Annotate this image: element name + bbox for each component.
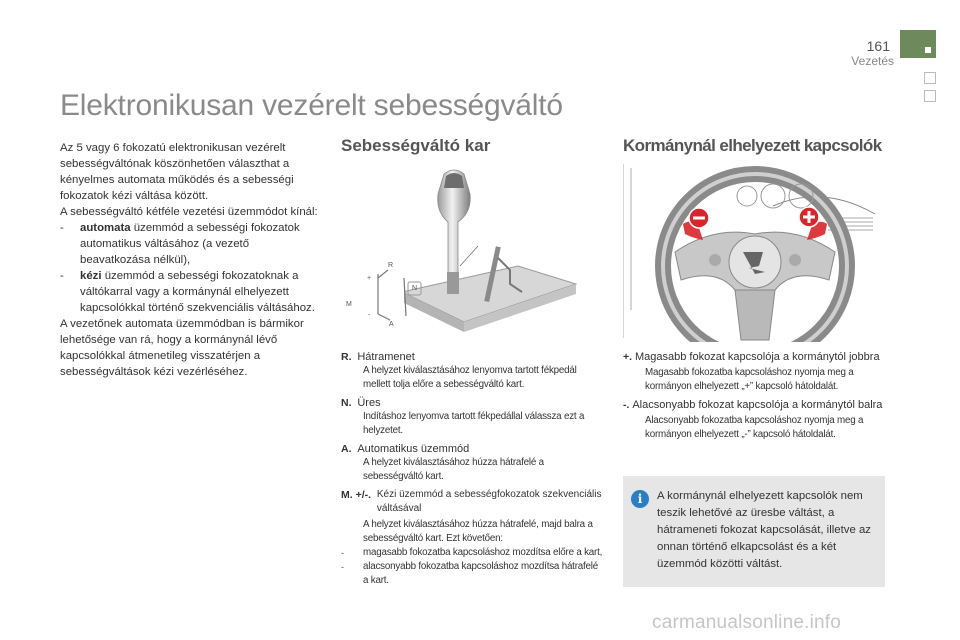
bullet-icon xyxy=(341,456,363,484)
gear-item-detail xyxy=(341,518,603,546)
gear-item-detail-text: A helyzet kiválasztásához lenyomva tartott fékpedál mellett tolja előre a sebességváltó kart. xyxy=(363,365,577,390)
paddle-shifters-list xyxy=(623,350,885,442)
list-dash: - xyxy=(341,548,344,558)
gear-label-minus: - xyxy=(368,312,371,319)
gear-item-detail xyxy=(341,456,603,484)
gear-dash-text: magasabb fokozatba kapcsoláshoz mozdítsa előre a kart, xyxy=(363,547,603,558)
info-icon: i xyxy=(631,490,649,508)
watermark: carmanualsonline.info xyxy=(652,612,842,633)
gear-item-label: Üres xyxy=(357,397,381,409)
gear-item-r xyxy=(341,350,603,364)
page-number: 161 xyxy=(866,38,890,54)
gear-item-n xyxy=(341,396,603,410)
paddle-item-detail xyxy=(623,366,885,394)
term-manual: kézi xyxy=(80,270,102,282)
intro-paragraph: A vezetőnek automata üzemmódban is bármikor lehetősége van rá, hogy a kormánynál lévő kapcsolókkal átmenetileg visszatérjen a sebességváltások kézi vezérléséhez. xyxy=(60,318,304,378)
bullet-icon xyxy=(623,366,645,394)
gear-key: M. +/-. xyxy=(341,489,372,501)
list-dash: - xyxy=(341,562,344,572)
paddle-shifters-heading: Kormánynál elhelyezett kapcsolók xyxy=(623,136,882,155)
gear-key: A. xyxy=(341,443,352,455)
gear-label-a: A xyxy=(389,321,394,328)
gear-item-detail-text: Indításhoz lenyomva tartott fékpedállal válassza ezt a helyzetet. xyxy=(363,411,585,436)
bullet-icon xyxy=(341,364,363,392)
bullet-icon xyxy=(341,518,363,546)
paddle-item-detail xyxy=(623,414,885,442)
gear-label-n: N xyxy=(412,285,418,292)
intro-paragraph: A sebességváltó kétféle vezetési üzemmódot kínál: xyxy=(60,206,318,218)
intro-text xyxy=(60,140,322,380)
paddle-item-detail-text: Alacsonyabb fokozatba kapcsoláshoz nyomja meg a kormányon elhelyezett „-” kapcsoló hátoldalát. xyxy=(645,415,864,440)
gear-item-label: Hátramenet xyxy=(357,351,415,363)
bullet-icon xyxy=(623,414,645,442)
gear-item-m xyxy=(341,488,603,516)
chapter-tab xyxy=(924,90,936,102)
chapter-title: Vezetés xyxy=(851,54,894,68)
paddle-item-detail-text: Magasabb fokozatba kapcsoláshoz nyomja meg a kormányon elhelyezett „+” kapcsoló hátoldalát. xyxy=(645,367,854,392)
bullet-icon xyxy=(341,410,363,438)
info-note-text: A kormánynál elhelyezett kapcsolók nem teszik lehetővé az üresbe váltást, a hátrameneti fokozat kapcsolását, illetve az onnan történő elkapcsolást és a két üzemmód közötti váltást. xyxy=(657,490,872,570)
list-dash: - xyxy=(60,222,64,234)
page-title: Elektronikusan vezérelt sebességváltó xyxy=(60,89,563,122)
gear-dash-item xyxy=(341,560,603,588)
list-item xyxy=(60,220,322,268)
paddle-item-label: Alacsonyabb fokozat kapcsolója a kormánytól balra xyxy=(632,399,883,411)
gear-dash-text: alacsonyabb fokozatba kapcsoláshoz mozdítsa hátrafelé a kart. xyxy=(363,561,599,586)
gear-item-detail-text: A helyzet kiválasztásához húzza hátrafelé, majd balra a sebességváltó kart. Ezt követően: xyxy=(363,519,593,544)
paddle-key: +. xyxy=(623,351,633,363)
gear-positions-list xyxy=(341,350,603,588)
paddle-item-minus xyxy=(623,398,885,412)
gear-key: R. xyxy=(341,351,352,363)
paddle-key: -. xyxy=(623,399,630,411)
gear-item-detail-text: A helyzet kiválasztásához húzza hátrafelé a sebességváltó kart. xyxy=(363,457,544,482)
gear-key: N. xyxy=(341,397,352,409)
gear-item-detail xyxy=(341,410,603,438)
gear-lever-illustration xyxy=(340,166,600,340)
gear-item-a xyxy=(341,442,603,456)
list-item xyxy=(60,268,322,316)
intro-paragraph: Az 5 vagy 6 fokozatú elektronikusan vezérelt sebességváltónak köszönhetően választhat a kényelmes automata működés és a sebességi fokozatok kézi váltása között. xyxy=(60,142,294,202)
gear-lever-heading: Sebességváltó kar xyxy=(341,136,491,155)
list-item-text: üzemmód a sebességi fokozatoknak a váltókarral vagy a kormánynál elhelyezett kapcsolókkal történő szekvenciális váltásához. xyxy=(80,270,315,314)
chapter-tab xyxy=(924,72,936,84)
paddle-item-label: Magasabb fokozat kapcsolója a kormánytól jobbra xyxy=(634,351,880,363)
chapter-tab-active xyxy=(900,30,936,58)
term-automatic: automata xyxy=(80,222,131,234)
list-item-text: üzemmód a sebességi fokozatok automatikus váltásához (a vezető beavatkozása nélkül), xyxy=(80,222,300,266)
gear-dash-item xyxy=(341,546,603,560)
list-dash: - xyxy=(60,270,64,282)
paddle-item-plus xyxy=(623,350,885,364)
info-note xyxy=(623,476,885,587)
gear-label-plus: + xyxy=(367,275,372,282)
gear-label-m: M xyxy=(346,301,352,308)
steering-wheel-illustration xyxy=(623,160,885,342)
gear-item-detail xyxy=(341,364,603,392)
gear-label-r: R xyxy=(388,262,394,269)
gear-item-label: Automatikus üzemmód xyxy=(357,443,470,455)
gear-item-label: Kézi üzemmód a sebességfokozatok szekvenciális váltásával xyxy=(376,489,602,514)
